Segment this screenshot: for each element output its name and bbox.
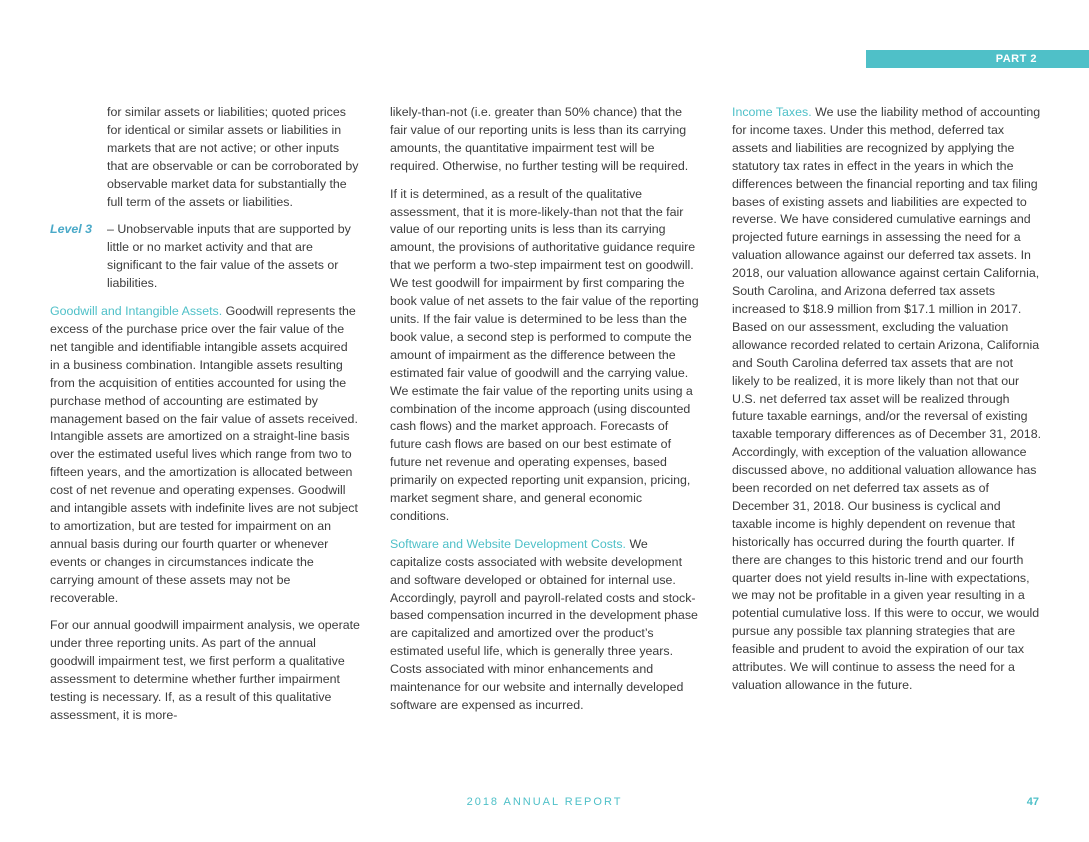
column-3 [732,104,1042,705]
annual-impairment-paragraph: For our annual goodwill impairment analysis, we operate under three reporting units. As part of the annual goodwill impairment test, we first perform a qualitative assessment to determine whether further impairment testing is necessary. If, as a result of this qualitative assessment, it is more- [50,618,360,722]
income-taxes-paragraph [732,104,1042,695]
software-heading: Software and Website Development Costs. [390,536,626,551]
level2-continuation-text: for similar assets or liabilities; quoted prices for identical or similar assets or liabilities in markets that are not active; or other inputs that are observable or can be corroborated by observable market data for substantially the full term of the assets or liabilities. [107,105,359,209]
part-label-tab: PART 2 [866,50,1089,68]
software-text: We capitalize costs associated with website development and software developed or obtained for internal use. Accordingly, payroll and payroll-related costs and stock-based compensation incurred in the development phase are capitalized and amortized over the product’s estimated useful life, which is generally three years. Costs associated with minor enhancements and maintenance for our website and internally developed software are expensed as incurred. [390,536,698,712]
goodwill-paragraph [50,303,360,607]
income-taxes-text: We use the liability method of accounting for income taxes. Under this method, deferred tax assets and liabilities are recognized by applying the statutory tax rates in effect in the years in which the differences between the financial reporting and tax filing bases of existing assets and liabilities are expected to reverse. We have considered cumulative earnings and projected future earnings in assessing the need for a valuation allowance against our deferred tax assets. In 2018, our valuation allowance against certain California, South Carolina, and Arizona deferred tax assets increased to $18.9 million from $17.1 million in 2017. Based on our assessment, excluding the valuation allowance recorded related to certain Arizona, California and South Carolina deferred tax assets that are not likely to be realized, it is more likely than not that our U.S. net deferred tax asset will be realized through future taxable earnings, and/or the reversal of existing taxable temporary differences as of December 31, 2018. Accordingly, with exception of the valuation allowance discussed above, no additional valuation allowance has been recorded on net deferred tax assets as of December 31, 2018. Our business is cyclical and taxable income is highly dependent on revenue that historically has occurred during the fourth quarter. If there are changes to this historic trend and our fourth quarter does not yield results in-line with expectations, we may not be profitable in a given year resulting in a potential cumulative loss. If this were to occur, we would pursue any possible tax planning strategies that are feasible and prudent to avoid the expiration of our tax attributes. We will continue to assess the need for a valuation allowance in the future. [732,105,1042,692]
qualitative-assessment-paragraph: If it is determined, as a result of the qualitative assessment, that it is more-likely-than not that the fair value of our reporting units is less than its carrying amount, the provisions of authoritative guidance require that we perform a two-step impairment test on goodwill. We test goodwill for impairment by first comparing the book value of net assets to the fair value of the reporting units. If the fair value is determined to be less than the book value, a second step is performed to compute the amount of impairment as the difference between the estimated fair value of goodwill and the carrying value. We estimate the fair value of the reporting units using a combination of the income approach (using discounted cash flows) and the market approach. Forecasts of future cash flows are based on our best estimate of future net revenue and operating expenses, based primarily on expected reporting unit expansion, pricing, market segment share, and general economic conditions. [390,186,699,523]
software-paragraph [390,536,702,715]
level3-text: – Unobservable inputs that are supported by little or no market activity and that are significant to the fair value of the assets or liabilities. [107,222,351,291]
goodwill-heading: Goodwill and Intangible Assets. [50,304,223,319]
level3-label: Level 3 [50,222,93,237]
income-taxes-heading: Income Taxes. [732,105,812,119]
impairment-continuation-paragraph: likely-than-not (i.e. greater than 50% chance) that the fair value of our reporting units is less than its carrying amounts, the quantitative impairment test will be required. Otherwise, no further testing will be required. [390,105,689,173]
level3-definition [50,221,360,293]
footer-report-title: 2018 ANNUAL REPORT [466,796,623,808]
column-2 [390,104,702,725]
column-1 [50,104,360,735]
goodwill-text: Goodwill represents the excess of the purchase price over the fair value of the net tangible and identifiable intangible assets acquired in a business combination. Intangible assets resulting from the acquisition of entities accounted for using the purchase method of accounting are estimated by management based on the fair value of assets received. Intangible assets are amortized on a straight-line basis over the estimated useful lives which range from two to fifteen years, and the amortization is allocated between cost of net revenue and operating expenses. Goodwill and intangible assets with indefinite lives are not subject to amortization, but are tested for impairment on an annual basis during our fourth quarter or whenever events or changes in circumstances indicate the carrying amount of these assets may not be recoverable. [50,304,358,605]
page-number: 47 [1026,796,1039,808]
